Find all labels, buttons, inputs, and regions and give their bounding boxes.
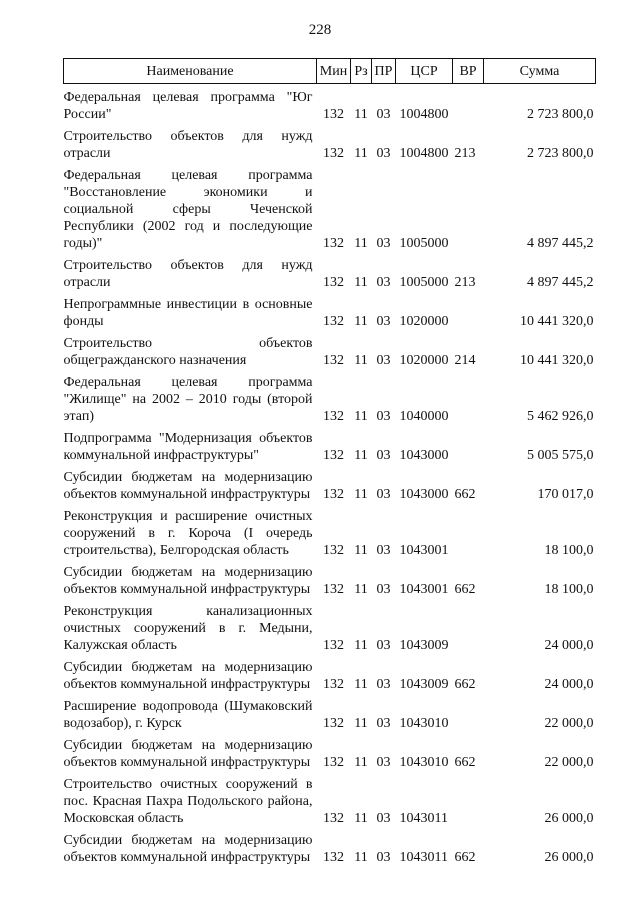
row-pr: 03: [376, 811, 391, 826]
table-row: [64, 84, 596, 129]
row-name: Субсидии бюджетам на модернизацию объектов коммунальной инфраструктуры: [63, 565, 313, 597]
row-csr: 1043011: [399, 811, 448, 826]
row-name: Реконструкция канализационных очистных сооружений в г. Медыни, Калужская область: [63, 604, 313, 653]
row-pr: 03: [376, 487, 391, 502]
row-pr: 03: [376, 543, 391, 558]
row-min: 132: [323, 850, 344, 865]
table-row: [64, 257, 596, 296]
row-min: 132: [323, 755, 344, 770]
row-name: Расширение водопровода (Шумаковский водозабор), г. Курск: [63, 699, 313, 731]
table-row: [64, 374, 596, 430]
row-csr: 1005000: [399, 236, 449, 251]
row-csr: 1043011: [399, 850, 448, 865]
header-csr: ЦСР: [396, 59, 453, 84]
row-sum: 24 000,0: [544, 677, 594, 692]
row-vr: 662: [454, 850, 476, 865]
row-sum: 24 000,0: [544, 638, 594, 653]
row-vr: [453, 776, 484, 832]
table-row: [64, 430, 596, 469]
table-row: [64, 335, 596, 374]
row-name: Строительство объектов для нужд отрасли: [63, 258, 313, 290]
row-rz: 11: [354, 146, 368, 161]
table-row: [64, 564, 596, 603]
row-vr: [453, 603, 484, 659]
row-name: Федеральная целевая программа "Жилище" на 2002 – 2010 годы (второй этап): [63, 375, 313, 424]
row-min: 132: [323, 638, 344, 653]
row-csr: 1040000: [399, 409, 449, 424]
table-row: [64, 128, 596, 167]
row-rz: 11: [354, 582, 368, 597]
row-vr: 213: [454, 146, 476, 161]
row-min: 132: [323, 107, 344, 122]
row-name: Субсидии бюджетам на модернизацию объектов коммунальной инфраструктуры: [63, 738, 313, 770]
row-min: 132: [323, 275, 344, 290]
row-vr: [453, 698, 484, 737]
row-pr: 03: [376, 677, 391, 692]
row-sum: 2 723 800,0: [527, 107, 594, 122]
row-csr: 1043010: [399, 716, 449, 731]
row-min: 132: [323, 146, 344, 161]
row-rz: 11: [354, 716, 368, 731]
row-rz: 11: [354, 487, 368, 502]
row-vr: [453, 296, 484, 335]
row-min: 132: [323, 448, 344, 463]
header-min: Мин: [317, 59, 351, 84]
row-rz: 11: [354, 107, 368, 122]
header-sum: Сумма: [484, 59, 596, 84]
row-name: Субсидии бюджетам на модернизацию объектов коммунальной инфраструктуры: [63, 470, 313, 502]
table-row: [64, 508, 596, 564]
row-vr: 214: [454, 353, 476, 368]
row-vr: 213: [454, 275, 476, 290]
table-row: [64, 776, 596, 832]
row-name: Федеральная целевая программа "Восстановление экономики и социальной сферы Чеченской Республики (2002 год и последующие годы)": [63, 168, 313, 251]
table-row: [64, 603, 596, 659]
row-sum: 5 005 575,0: [527, 448, 594, 463]
row-rz: 11: [354, 314, 368, 329]
row-csr: 1043000: [399, 487, 449, 502]
row-sum: 22 000,0: [544, 755, 594, 770]
row-pr: 03: [376, 236, 391, 251]
row-vr: 662: [454, 582, 476, 597]
row-rz: 11: [354, 677, 368, 692]
row-rz: 11: [354, 353, 368, 368]
row-rz: 11: [354, 811, 368, 826]
table-row: [64, 698, 596, 737]
row-min: 132: [323, 236, 344, 251]
table-row: [64, 832, 596, 871]
table-row: [64, 737, 596, 776]
row-csr: 1043001: [399, 582, 449, 597]
row-min: 132: [323, 409, 344, 424]
row-sum: 4 897 445,2: [527, 275, 594, 290]
row-sum: 22 000,0: [544, 716, 594, 731]
row-csr: 1005000: [399, 275, 449, 290]
row-pr: 03: [376, 275, 391, 290]
table-row: [64, 469, 596, 508]
row-min: 132: [323, 353, 344, 368]
row-pr: 03: [376, 107, 391, 122]
row-pr: 03: [376, 409, 391, 424]
budget-table: [63, 58, 596, 871]
table-row: [64, 167, 596, 257]
row-vr: 662: [454, 755, 476, 770]
row-pr: 03: [376, 146, 391, 161]
page-number: 228: [308, 22, 332, 38]
row-vr: 662: [454, 677, 476, 692]
row-min: 132: [323, 677, 344, 692]
row-sum: 4 897 445,2: [527, 236, 594, 251]
table-header-row: [64, 59, 596, 84]
row-min: 132: [323, 543, 344, 558]
row-pr: 03: [376, 314, 391, 329]
row-vr: [453, 508, 484, 564]
header-pr: ПР: [372, 59, 396, 84]
row-csr: 1043000: [399, 448, 449, 463]
row-sum: 10 441 320,0: [520, 314, 594, 329]
row-pr: 03: [376, 850, 391, 865]
row-min: 132: [323, 716, 344, 731]
row-name: Строительство очистных сооружений в пос. Красная Пахра Подольского района, Московская область: [63, 777, 313, 826]
header-vr: ВР: [453, 59, 484, 84]
row-min: 132: [323, 811, 344, 826]
row-name: Реконструкция и расширение очистных сооружений в г. Короча (I очередь строительства), Белгородская область: [63, 509, 313, 558]
row-pr: 03: [376, 353, 391, 368]
row-name: Субсидии бюджетам на модернизацию объектов коммунальной инфраструктуры: [63, 660, 313, 692]
row-csr: 1043009: [399, 638, 449, 653]
row-csr: 1043010: [399, 755, 449, 770]
row-min: 132: [323, 582, 344, 597]
row-csr: 1043001: [399, 543, 449, 558]
row-name: Субсидии бюджетам на модернизацию объектов коммунальной инфраструктуры: [63, 833, 313, 865]
row-rz: 11: [354, 409, 368, 424]
row-rz: 11: [354, 850, 368, 865]
table-row: [64, 296, 596, 335]
row-name: Непрограммные инвестиции в основные фонды: [63, 297, 313, 329]
row-rz: 11: [354, 275, 368, 290]
row-sum: 18 100,0: [544, 543, 594, 558]
row-rz: 11: [354, 236, 368, 251]
row-min: 132: [323, 487, 344, 502]
row-vr: [453, 374, 484, 430]
row-sum: 2 723 800,0: [527, 146, 594, 161]
row-vr: [453, 430, 484, 469]
header-rz: Рз: [351, 59, 372, 84]
row-vr: [453, 84, 484, 129]
row-pr: 03: [376, 638, 391, 653]
row-min: 132: [323, 314, 344, 329]
row-rz: 11: [354, 638, 368, 653]
row-sum: 170 017,0: [537, 487, 594, 502]
row-sum: 10 441 320,0: [520, 353, 594, 368]
row-csr: 1020000: [399, 353, 449, 368]
row-rz: 11: [354, 448, 368, 463]
header-name: Наименование: [64, 59, 317, 84]
row-pr: 03: [376, 448, 391, 463]
row-sum: 26 000,0: [544, 811, 594, 826]
row-name: Строительство объектов общегражданского назначения: [63, 336, 313, 368]
row-csr: 1043009: [399, 677, 449, 692]
row-vr: 662: [454, 487, 476, 502]
row-csr: 1004800: [399, 146, 449, 161]
row-sum: 5 462 926,0: [527, 409, 594, 424]
row-pr: 03: [376, 716, 391, 731]
row-rz: 11: [354, 543, 368, 558]
row-vr: [453, 167, 484, 257]
row-pr: 03: [376, 582, 391, 597]
row-name: Федеральная целевая программа "Юг России": [63, 90, 313, 122]
row-name: Подпрограмма "Модернизация объектов коммунальной инфраструктуры": [63, 431, 313, 463]
row-sum: 18 100,0: [544, 582, 594, 597]
row-csr: 1020000: [399, 314, 449, 329]
row-rz: 11: [354, 755, 368, 770]
row-pr: 03: [376, 755, 391, 770]
row-sum: 26 000,0: [544, 850, 594, 865]
row-csr: 1004800: [399, 107, 449, 122]
table-row: [64, 659, 596, 698]
row-name: Строительство объектов для нужд отрасли: [63, 129, 313, 161]
